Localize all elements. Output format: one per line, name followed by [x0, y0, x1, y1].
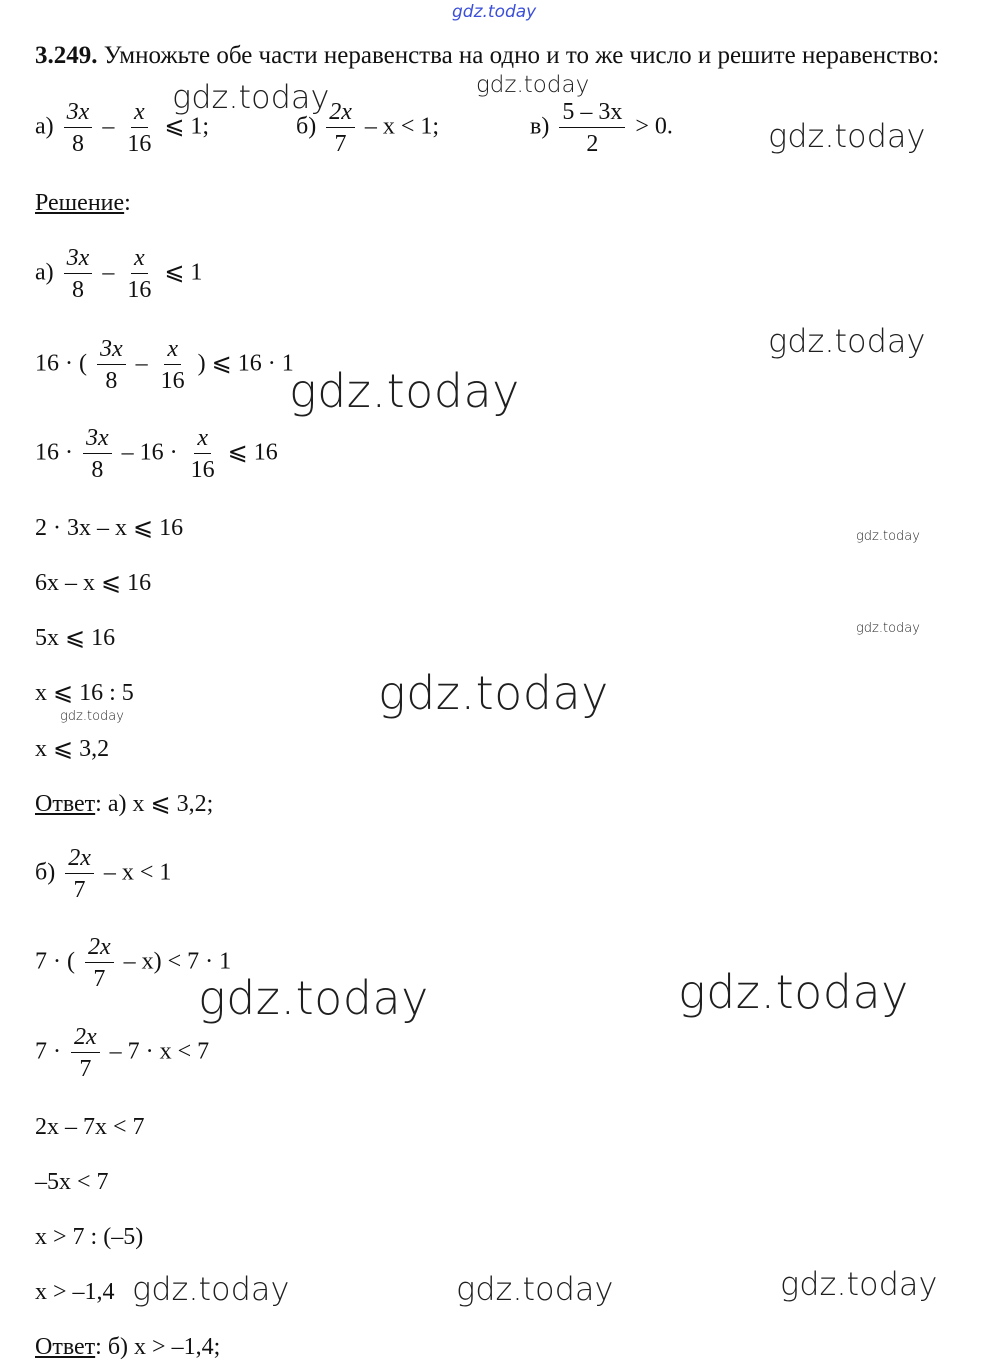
numerator: 2x [326, 100, 355, 128]
item-label: б) [296, 113, 317, 140]
fraction [65, 846, 94, 902]
expression-head: 16 · [35, 439, 73, 466]
expression-head: 16 · ( [35, 350, 87, 377]
numerator: 2x [71, 1025, 100, 1053]
expression-tail: ) ⩽ 16 · 1 [197, 350, 294, 377]
fraction [64, 100, 93, 156]
fraction [85, 935, 114, 991]
numerator: 3x [64, 246, 93, 274]
denominator: 8 [105, 368, 118, 394]
solution-a-step: x ⩽ 16 : 5 [35, 680, 134, 706]
watermark: gdz.today [378, 666, 609, 720]
denominator: 7 [93, 966, 106, 992]
item-label: а) [35, 259, 54, 286]
denominator: 16 [190, 457, 215, 483]
solution-a-line-3 [35, 426, 278, 482]
solution-a-step: 2 · 3x – x ⩽ 16 [35, 515, 184, 541]
denominator: 8 [71, 277, 84, 303]
numerator: x [164, 337, 181, 365]
denominator: 8 [91, 457, 104, 483]
numerator: 2x [85, 935, 114, 963]
answer-label: Ответ [35, 1334, 96, 1360]
task-text: Умножьте обе части неравенства на одно и то же число и решите неравенство: [103, 42, 940, 69]
solution-a-line-2 [35, 337, 294, 393]
expression-head: 7 · ( [35, 948, 75, 975]
watermark: gdz.today [768, 322, 926, 360]
solution-b-line-1 [35, 846, 171, 902]
watermark: gdz.today [476, 72, 590, 98]
solution-b-step: x > –1,4 [35, 1279, 115, 1305]
task-item-c [530, 100, 673, 156]
task-header [35, 42, 939, 70]
watermark: gdz.today [768, 117, 926, 155]
fraction [188, 426, 218, 482]
expression-tail: – x) < 7 · 1 [123, 948, 232, 975]
solution-a-step: 6x – x ⩽ 16 [35, 570, 152, 596]
expression-tail: – x < 1; [364, 113, 440, 140]
fraction [64, 246, 93, 302]
denominator: 16 [160, 368, 185, 394]
solution-heading-label: Решение [35, 190, 125, 216]
task-number: 3.249. [35, 42, 98, 69]
denominator: 7 [79, 1056, 92, 1082]
answer-b [35, 1333, 220, 1361]
fraction [71, 1025, 100, 1081]
solution-b-line-3 [35, 1025, 209, 1081]
fraction [158, 337, 188, 393]
expression-tail: ⩽ 1; [164, 113, 210, 140]
fraction [326, 100, 355, 156]
watermark: gdz.today [780, 1265, 938, 1303]
expression-tail: ⩽ 16 [227, 439, 278, 466]
denominator: 8 [71, 131, 84, 157]
expression-tail: – x < 1 [103, 859, 172, 886]
watermark: gdz.today [132, 1270, 290, 1308]
numerator: 3x [64, 100, 93, 128]
numerator: x [194, 426, 211, 454]
fraction [97, 337, 126, 393]
answer-text: : а) x ⩽ 3,2; [95, 791, 214, 817]
numerator: 3x [97, 337, 126, 365]
fraction [124, 100, 154, 156]
expression-tail: ⩽ 1 [164, 259, 203, 286]
watermark: gdz.today [856, 621, 920, 636]
solution-b-step: 2x – 7x < 7 [35, 1114, 145, 1140]
watermark-top: gdz.today [452, 2, 537, 22]
operator: – [135, 350, 148, 377]
operator: – 16 · [121, 439, 178, 466]
numerator: 5 – 3x [559, 100, 625, 128]
watermark: gdz.today [172, 78, 330, 116]
watermark: gdz.today [289, 364, 520, 418]
numerator: x [131, 246, 148, 274]
watermark: gdz.today [456, 1270, 614, 1308]
solution-a-step: 5x ⩽ 16 [35, 625, 116, 651]
watermark: gdz.today [678, 965, 909, 1019]
denominator: 16 [127, 277, 152, 303]
denominator: 2 [586, 131, 599, 157]
solution-b-step: x > 7 : (–5) [35, 1224, 144, 1250]
denominator: 7 [73, 877, 86, 903]
item-label: б) [35, 859, 56, 886]
item-label: а) [35, 113, 54, 140]
answer-a [35, 790, 213, 818]
expression-tail: – 7 · x < 7 [109, 1038, 210, 1065]
answer-label: Ответ [35, 791, 96, 817]
item-label: в) [530, 113, 550, 140]
solution-heading [35, 189, 131, 217]
watermark: gdz.today [856, 529, 920, 544]
solution-heading-colon: : [124, 190, 131, 216]
solution-a-step: x ⩽ 3,2 [35, 736, 110, 762]
denominator: 16 [127, 131, 152, 157]
numerator: 2x [65, 846, 94, 874]
denominator: 7 [334, 131, 347, 157]
expression-head: 7 · [35, 1038, 61, 1065]
fraction [124, 246, 154, 302]
operator: – [102, 259, 115, 286]
operator: – [102, 113, 115, 140]
watermark: gdz.today [198, 971, 429, 1025]
fraction [83, 426, 112, 482]
numerator: x [131, 100, 148, 128]
numerator: 3x [83, 426, 112, 454]
solution-b-step: –5x < 7 [35, 1169, 109, 1195]
solution-a-line-1 [35, 246, 202, 302]
watermark: gdz.today [60, 709, 124, 724]
expression-tail: > 0. [635, 113, 673, 140]
answer-text: : б) x > –1,4; [95, 1334, 221, 1360]
fraction [559, 100, 625, 156]
